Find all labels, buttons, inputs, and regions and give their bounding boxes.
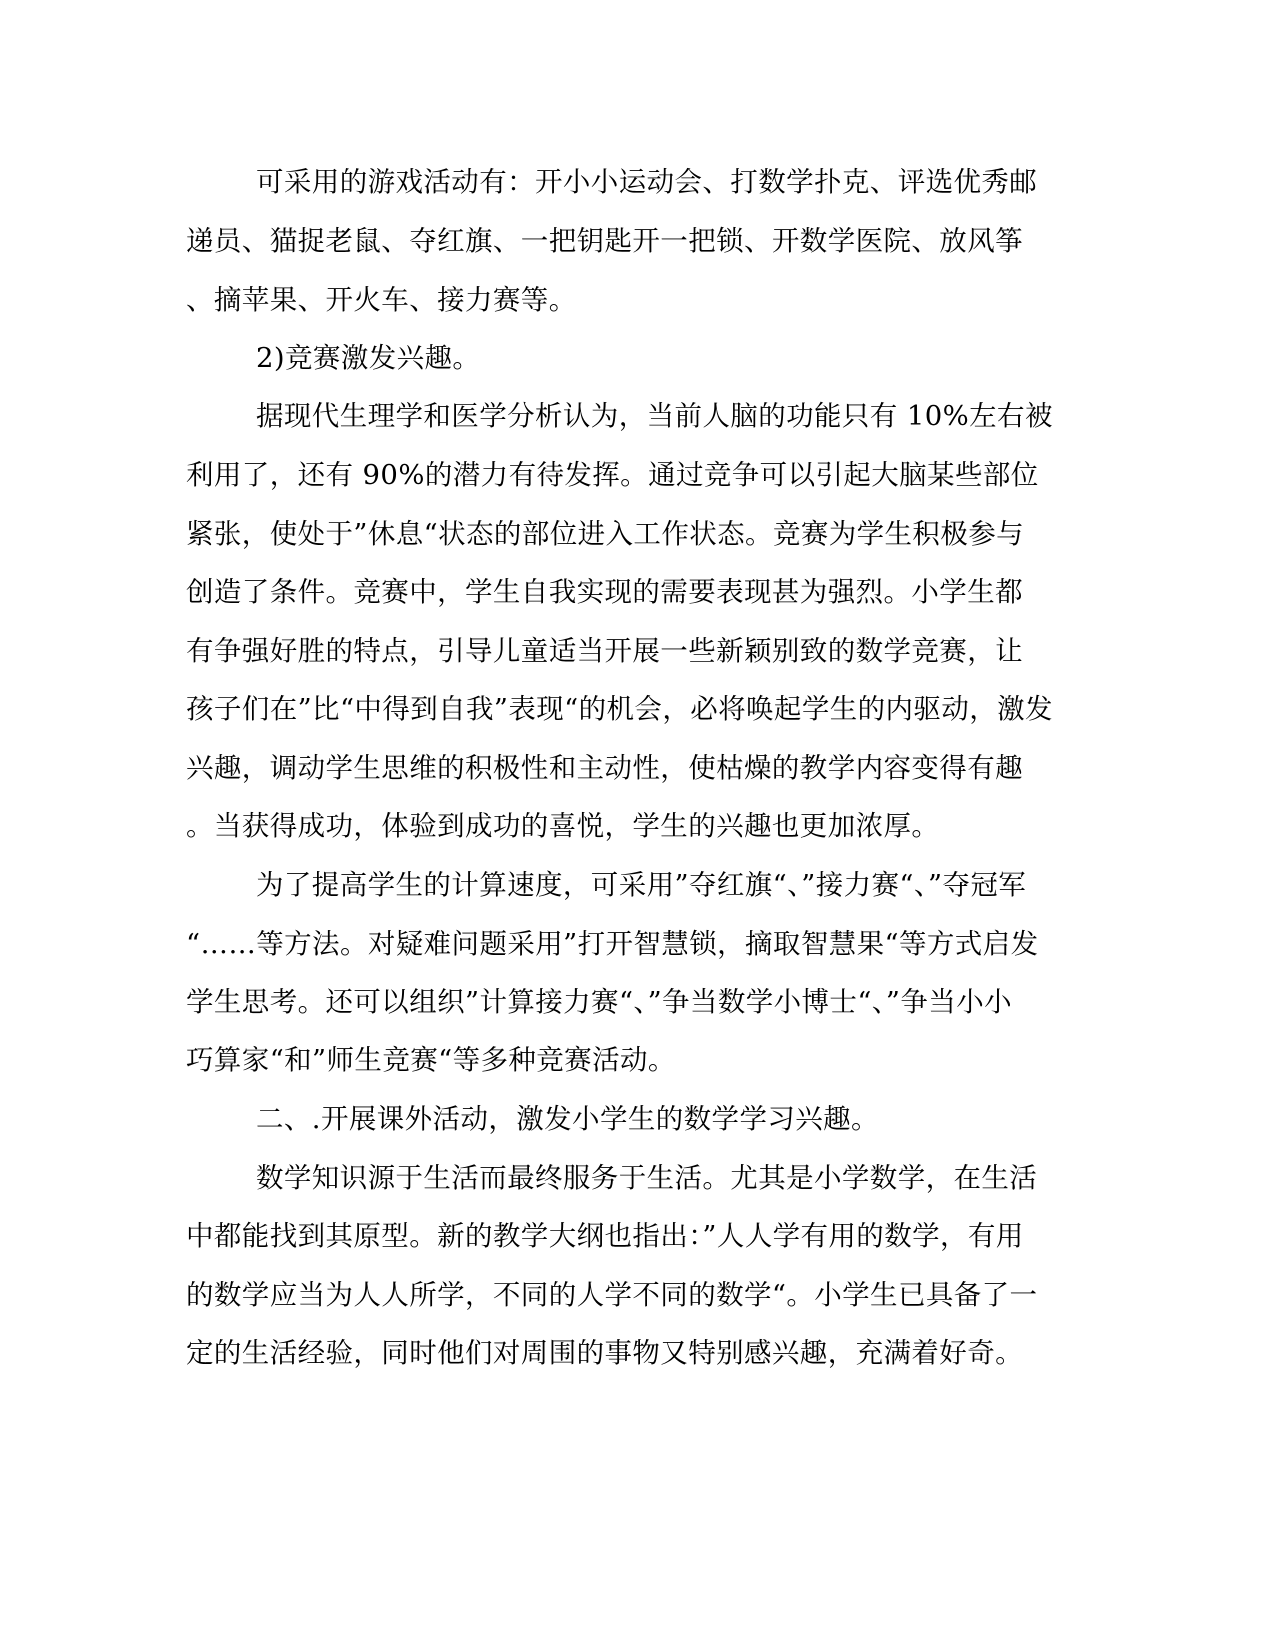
text-line: 巧算家“和”师生竞赛“等多种竞赛活动。 <box>186 1044 676 1076</box>
text-line: 孩子们在”比“中得到自我”表现“的机会，必将唤起学生的内驱动，激发 <box>186 693 1053 725</box>
text-line: 兴趣，调动学生思维的积极性和主动性，使枯燥的教学内容变得有趣 <box>186 752 1023 784</box>
text-line: 创造了条件。竞赛中，学生自我实现的需要表现甚为强烈。小学生都 <box>186 576 1023 608</box>
subheading: 2)竞赛激发兴趣。 <box>256 342 481 374</box>
text-line: 有争强好胜的特点，引导儿童适当开展一些新颖别致的数学竞赛，让 <box>186 635 1023 667</box>
text-line: 。当获得成功，体验到成功的喜悦，学生的兴趣也更加浓厚。 <box>186 810 940 842</box>
text-line: 为了提高学生的计算速度，可采用”夺红旗“、”接力赛“、”夺冠军 <box>256 869 1027 901</box>
text-line: 据现代生理学和医学分析认为，当前人脑的功能只有 10%左右被 <box>256 400 1053 432</box>
text-line: 数学知识源于生活而最终服务于生活。尤其是小学数学，在生活 <box>256 1162 1038 1194</box>
text-line: 学生思考。还可以组织”计算接力赛“、”争当数学小博士“、”争当小小 <box>186 986 1012 1018</box>
text-line: 紧张，使处于”休息“状态的部位进入工作状态。竞赛为学生积极参与 <box>186 518 1025 550</box>
text-line: 中都能找到其原型。新的教学大纲也指出：”人人学有用的数学，有用 <box>186 1220 1024 1252</box>
text-line: “……等方法。对疑难问题采用”打开智慧锁，摘取智慧果“等方式启发 <box>186 928 1039 960</box>
text-line: 定的生活经验，同时他们对周围的事物又特别感兴趣，充满着好奇。 <box>186 1337 1023 1369</box>
section-heading: 二、.开展课外活动，激发小学生的数学学习兴趣。 <box>256 1103 879 1135</box>
text-line: 可采用的游戏活动有：开小小运动会、打数学扑克、评选优秀邮 <box>256 166 1038 198</box>
text-line: 利用了，还有 90%的潜力有待发挥。通过竞争可以引起大脑某些部位 <box>186 459 1039 491</box>
text-line: 、摘苹果、开火车、接力赛等。 <box>186 284 577 316</box>
text-line: 递员、猫捉老鼠、夺红旗、一把钥匙开一把锁、开数学医院、放风筝 <box>186 225 1023 257</box>
text-line: 的数学应当为人人所学，不同的人学不同的数学“。小学生已具备了一 <box>186 1279 1038 1311</box>
